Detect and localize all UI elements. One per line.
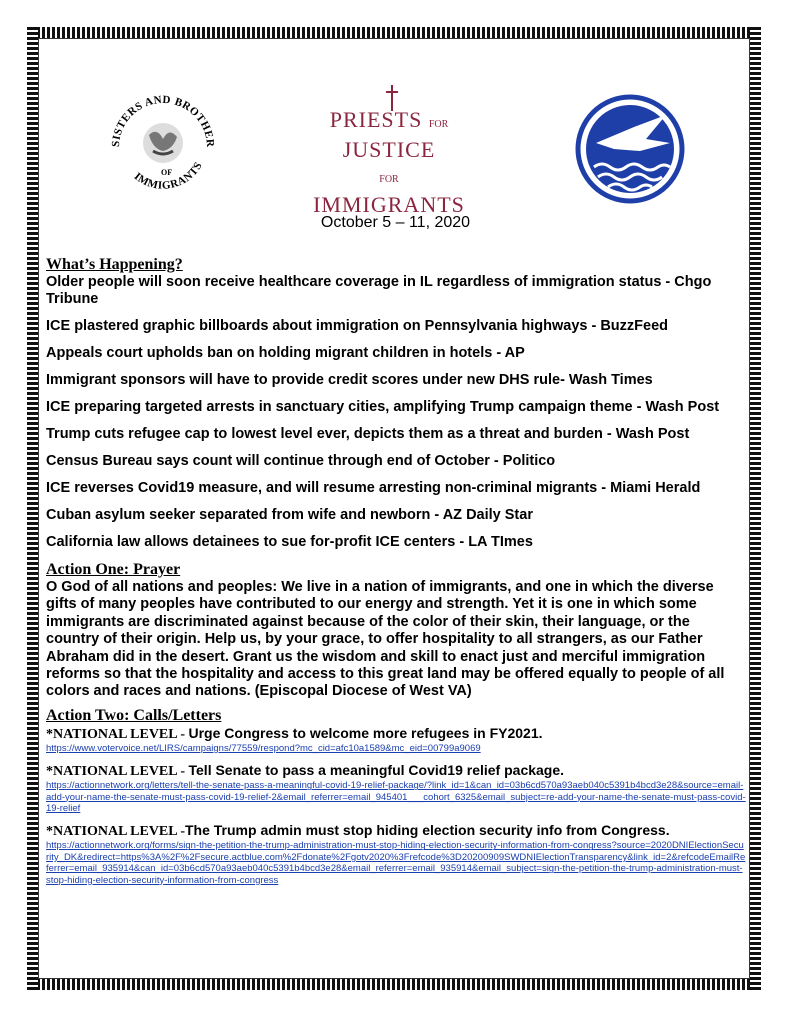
sisters-brothers-logo <box>101 85 226 200</box>
dove-globe-logo <box>574 93 686 205</box>
call-link[interactable]: https://actionnetwork.org/forms/sign-the-petition-the-trump-administration-must-stop-hiding-election-security-information-from-congress?source=2020DNIElectionSecurity_DK&redirect=https%3A%2F%2Fsecure.actblue.com%2Fdonate%2Fgotv2020%3Frefcode%3D20200909SWDNIElectionTransparency&link_id=2&refcodeEmailReferrer=email_935914&can_id=03b6cd570a93aeb040c5391b4bcd3e28&email_referrer=email_935914&email_subject=sign-the-petition-the-trump-administration-must-stop-hiding-election-security-information-from-congress <box>46 840 746 886</box>
news-item: ICE plastered graphic billboards about immigration on Pennsylvania highways - BuzzFeed <box>46 318 668 334</box>
news-item: Appeals court upholds ban on holding migrant children in hotels - AP <box>46 345 525 361</box>
news-item: ICE preparing targeted arrests in sanctuary cities, amplifying Trump campaign theme - Wash Post <box>46 399 720 415</box>
call-item <box>46 725 746 754</box>
date-range: October 5 – 11, 2020 <box>320 214 471 231</box>
news-list <box>46 274 746 551</box>
news-item: Cuban asylum seeker separated from wife and newborn - AZ Daily Star <box>46 507 533 523</box>
news-item: Older people will soon receive healthcare coverage in IL regardless of immigration status - Chgo Tribune <box>46 274 712 307</box>
news-item: Trump cuts refugee cap to lowest level ever, depicts them as a threat and burden - Wash Post <box>46 426 690 442</box>
call-link[interactable]: https://actionnetwork.org/letters/tell-the-senate-pass-a-meaningful-covid-19-relief-package/?link_id=1&can_id=03b6cd570a93aeb040c5391b4bcd3e28&source=email-add-your-name-the-senate-must-pass-covid-19-relief-2&email_referrer=email_945401___cohort_6325&email_subject=re-add-your-name-the-senate-must-pass-covid-19-relief <box>46 780 746 815</box>
border-right <box>750 27 761 990</box>
svg-text:OF: OF <box>161 168 173 177</box>
action-two-heading: Action Two: Calls/Letters <box>46 706 222 724</box>
news-item: Census Bureau says count will continue through end of October - Politico <box>46 453 556 469</box>
news-item: ICE reverses Covid19 measure, and will resume arresting non-criminal migrants - Miami Herald <box>46 480 701 496</box>
priests-for-justice-logo: PRIESTS FOR JUSTICE FOR IMMIGRANTS <box>313 107 465 217</box>
call-level: *NATIONAL LEVEL - <box>46 824 185 840</box>
border-bottom <box>27 979 761 990</box>
news-item: California law allows detainees to sue for-profit ICE centers - LA TImes <box>46 534 533 550</box>
call-item <box>46 822 746 886</box>
call-item <box>46 762 746 814</box>
call-level: *NATIONAL LEVEL - <box>46 726 189 742</box>
border-left <box>27 27 38 990</box>
call-text: Urge Congress to welcome more refugees in FY2021. <box>188 724 543 741</box>
prayer-text: O God of all nations and peoples: We live in a nation of immigrants, and one in which the diverse gifts of many peoples have contributed to our energy and strength. Yet it is one in which some immigrants are discriminated against because of the color of their skin, their language, or the country of their origin. Help us, by your grace, to offer hospitality to all strangers, as our Father Abraham did in the desert. Grant us the wisdom and skill to enact just and merciful immigration reforms so that the hospitality and access to this great land may be offered equally to people of all colors and races and nations. (Episcopal Diocese of West VA) <box>46 579 725 700</box>
svg-text:SISTERS AND BROTHERS: SISTERS AND BROTHER <box>109 93 217 148</box>
call-text: Tell Senate to pass a meaningful Covid19 relief package. <box>188 762 565 779</box>
call-link[interactable]: https://www.votervoice.net/LIRS/campaigns/77559/respond?mc_cid=afc10a1589&mc_eid=00799a9069 <box>46 742 481 754</box>
logo-row <box>46 85 746 217</box>
svg-text:IMMIGRANTS: IMMIGRANTS <box>131 159 205 192</box>
call-level: *NATIONAL LEVEL - <box>46 764 189 780</box>
action-one-heading: Action One: Prayer <box>46 561 181 578</box>
news-item: Immigrant sponsors will have to provide credit scores under new DHS rule- Wash Times <box>46 372 653 388</box>
call-text: The Trump admin must stop hiding election security info from Congress. <box>185 822 670 839</box>
newsletter-body <box>46 256 746 894</box>
border-top <box>27 27 761 38</box>
whats-happening-heading: What’s Happening? <box>46 256 183 273</box>
